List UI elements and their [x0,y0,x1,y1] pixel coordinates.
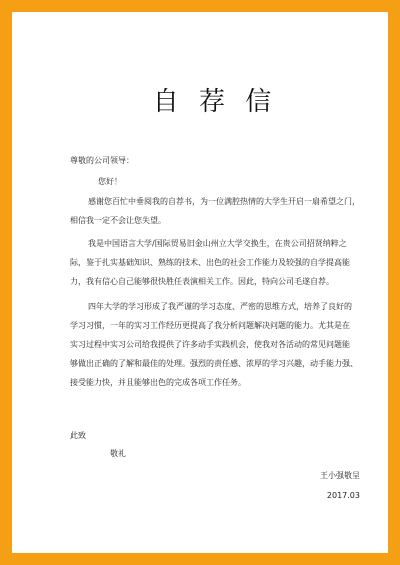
paragraph-3 [70,297,360,392]
paragraph-line: 际，鉴于扎实基础知识、熟练的技术、出色的社会工作能力及较强的自学提高能 [70,258,350,267]
paragraph-line: 力，我有信心自己能够很快胜任表演相关工作。因此，特向公司毛遂自荐。 [70,277,334,286]
paragraph-line: 实习过程中实习公司给我提供了许多动手实践机会，使我对各活动的常见问题能 [70,340,350,349]
closing-line-2: 敬礼 [110,449,126,458]
paragraph-line: 我是中国语言大学/国际贸易旧金山州立大学交换生，在贵公司招贤纳粹之 [88,239,347,248]
closing-line-1: 此致 [70,431,86,440]
paragraph-line: 接受能力快，并且能够出色的完成各项工作任务。 [70,378,246,387]
letter-date: 2017.03 [326,491,360,500]
paragraph-line: 相信我一定不会让您失望。 [70,216,166,225]
letter-title: 自 荐 信 [152,87,278,118]
signer-name: 王小强敬呈 [320,471,360,480]
paragraph-1 [70,192,360,230]
hello-line: 您好！ [98,177,122,186]
paragraph-line: 学习习惯，一年的实习工作经历更提高了我分析问题解决问题的能力。尤其是在 [70,321,350,330]
paragraph-line: 四年大学的学习形成了我严谨的学习态度、严密的思维方式，培养了良好的 [88,302,352,311]
paragraph-line: 够做出正确的了解和最佳的处理。强烈的责任感、浓厚的学习兴趣，动手能力强、 [70,359,358,368]
greeting: 尊敬的公司领导： [70,156,134,165]
paragraph-2 [70,234,360,291]
paragraph-line: 感谢您百忙中垂阅我的自荐书，为一位满腔热情的大学生开启一扇希望之门， [88,197,360,206]
